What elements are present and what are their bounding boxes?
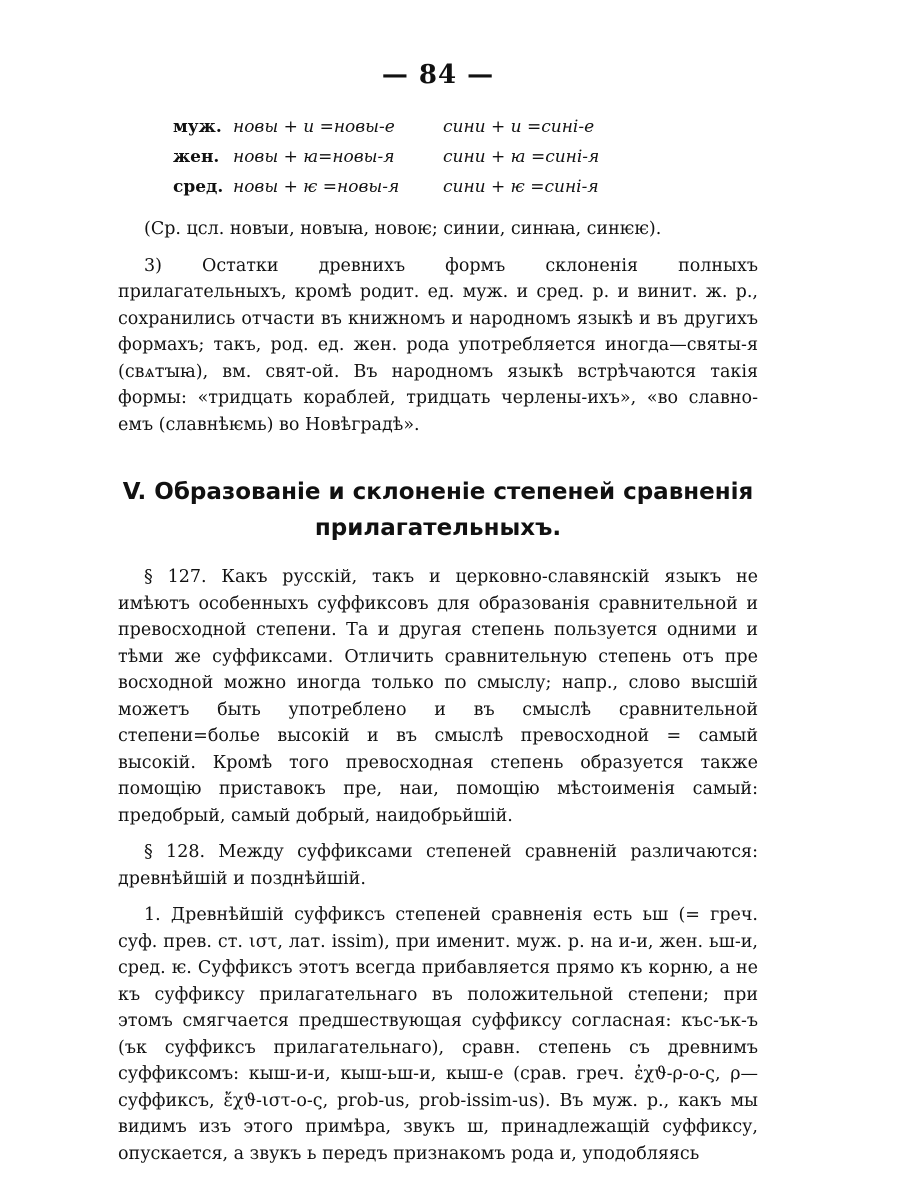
- form-novy: новы + и =новы-е: [233, 117, 395, 137]
- paragraph-127: § 127. Какъ русскій, такъ и церковно-славянскій языкъ не имѣютъ особенныхъ суффиксовъ для образованія сравнительной и превосходной степени. Та и другая степень пользуется одними и тѣми же суффиксами. Отличить сравнительную степень отъ пре восходной можно иногда только по смыслу; напр., слово высшій можетъ быть употреблено и въ смыслѣ сравнительной степени=болье высокій и въ смыслѣ превосходной = самый высокій. Кромѣ того превосходная степень образуется также помощію приставокъ пре, наи, помощію мѣстоименія самый: предобрый, самый добрый, наидобрьйшій.: [118, 567, 758, 826]
- form-sini: сини + ꙗ =синi-я: [443, 147, 600, 167]
- gender-label: муж.: [173, 117, 222, 137]
- form-sini: сини + ѥ =синi-я: [443, 177, 599, 197]
- gender-label: жен.: [173, 147, 220, 167]
- church-slavonic-comparison: (Ср. цсл. новꙑи, новꙑꙗ, новоѥ; синии, синꙗꙗ, синѥѥ).: [144, 219, 662, 239]
- page-number: — 84 —: [381, 60, 495, 90]
- paragraph-128: § 128. Между суффиксами степеней сравненій различаются: древнѣйшій и позднѣйшій.: [118, 842, 758, 889]
- paradigm-row: [173, 172, 673, 202]
- form-novy: новы + ꙗ=новы-я: [233, 147, 395, 167]
- section-heading: V. Образованіе и склоненіе степеней сравненія прилагательныхъ.: [122, 479, 754, 541]
- paradigm-row: [173, 142, 673, 172]
- paradigm-row: [173, 112, 673, 142]
- paragraph-ancient-suffix: 1. Древнѣйшій суффиксъ степеней сравненія есть ьш (= греч. суф. прев. ст. ιστ, лат. issim), при именит. муж. р. на и-и, жен. ьш-и, сред. ѥ. Суффиксъ этотъ всегда прибавляется прямо къ корню, а не къ суффиксу прилагательнаго въ положительной степени; при этомъ смягчается предшествующая суффиксу согласная: къс-ък-ъ (ък суффиксъ прилагательнаго), сравн. степень съ древнимъ суффиксомъ: кыш-и-и, кыш-ьш-и, кыш-е (срав. греч. ἐχϑ-ρ-ο-ς, ρ—суффиксъ, ἔχϑ-ιστ-ο-ς, prob-us, prob-issim-us). Въ муж. р., какъ мы видимъ изъ этого примѣра, звукъ ш, принадлежащій суффиксу, опускается, а звукъ ь передъ признакомъ рода и, уподобляясь: [118, 905, 758, 1164]
- gender-label: сред.: [173, 177, 224, 197]
- form-novy: новы + ѥ =новы-я: [233, 177, 400, 197]
- declension-paradigm: [173, 112, 673, 202]
- form-sini: сини + и =синi-е: [443, 117, 595, 137]
- paragraph-ancient-forms: 3) Остатки древнихъ формъ склоненія полныхъ прилагательныхъ, кромѣ родит. ед. муж. и сред. р. и винит. ж. р., сохранились отчасти въ книжномъ и народномъ языкѣ и въ другихъ формахъ; такъ, род. ед. жен. рода употребляется иногда—святы-я (свѧтꙑꙗ), вм. свят-ой. Въ народномъ языкѣ встрѣчаются такія формы: «тридцать кораблей, тридцать черлены-ихъ», «во славно-емъ (славнѣѥмь) во Новѣградѣ».: [118, 255, 758, 435]
- document-page: [118, 60, 758, 1177]
